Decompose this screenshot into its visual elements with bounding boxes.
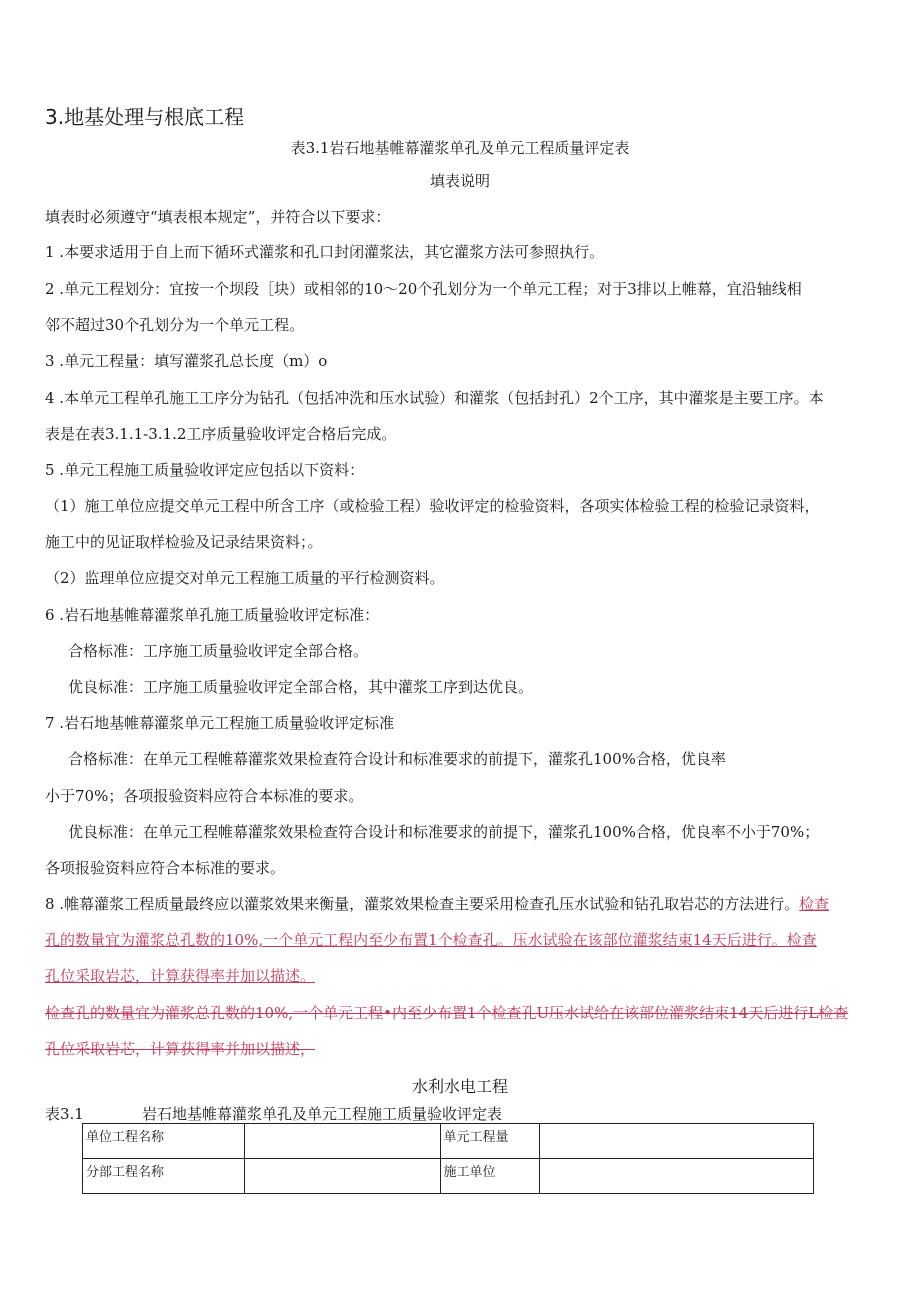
item-5-1-line1: （1）施工单位应提交单元工程中所含工序（或检验工程）验收评定的检验资料，各项实体检验工程的检验记录资料， bbox=[45, 497, 820, 515]
item-8-line1 bbox=[45, 893, 829, 914]
deleted-text-line2: 孔位采取岩芯，计算获得率并加以描述， bbox=[45, 1040, 316, 1058]
table-row bbox=[83, 1124, 814, 1159]
evaluation-form-table bbox=[82, 1123, 814, 1194]
label-unit-project-name: 单位工程名称 bbox=[83, 1124, 245, 1159]
form-table-name: 岩石地基帷幕灌浆单孔及单元工程施工质量验收评定表 bbox=[142, 1105, 503, 1123]
item-7-excellent-line1: 优良标准：在单元工程帷幕灌浆效果检查符合设计和标准要求的前提下，灌浆孔100%合格，优良率不小于70%； bbox=[68, 823, 820, 841]
item-2-line1: 2 .单元工程划分：宜按一个坝段［块）或相邻的10～20个孔划分为一个单元工程；对于3排以上帷幕，宜沿轴线相 bbox=[45, 280, 802, 298]
intro-text: 填表时必须遵守“填表根本规定”，并符合以下要求： bbox=[45, 208, 391, 226]
table-row bbox=[83, 1159, 814, 1194]
item-5-2: （2）监理单位应提交对单元工程施工质量的平行检测资料。 bbox=[45, 569, 445, 587]
deleted-text-line1: 检查孔的数量宜为灌浆总孔数的10%,一个单元工程•内至少布置1个检查孔U压水试给在该部位灌浆结束14天后进行L检查 bbox=[45, 1004, 849, 1022]
construction-unit-field[interactable] bbox=[540, 1159, 814, 1194]
item-7-pass-line2: 小于70%；各项报验资料应符合本标准的要求。 bbox=[45, 787, 364, 805]
item-5-1-line2: 施工中的见证取样检验及记录结果资料；。 bbox=[45, 533, 323, 551]
label-sub-project-name: 分部工程名称 bbox=[83, 1159, 245, 1194]
subtitle: 填表说明 bbox=[429, 172, 490, 190]
item-6: 6 .岩石地基帷幕灌浆单孔施工质量验收评定标准： bbox=[45, 606, 380, 624]
item-5: 5 .单元工程施工质量验收评定应包括以下资料： bbox=[45, 461, 365, 479]
unit-quantity-field[interactable] bbox=[540, 1124, 814, 1159]
label-construction-unit: 施工单位 bbox=[440, 1159, 540, 1194]
sub-project-name-field[interactable] bbox=[244, 1159, 440, 1194]
inserted-text-line3: 孔位采取岩芯，计算获得率并加以描述。 bbox=[45, 967, 316, 985]
table-title: 表3.1岩石地基帷幕灌浆单孔及单元工程质量评定表 bbox=[290, 139, 630, 157]
item-3: 3 .单元工程量：填写灌浆孔总长度（m）o bbox=[45, 352, 328, 370]
item-7: 7 .岩石地基帷幕灌浆单元工程施工质量验收评定标准 bbox=[45, 714, 395, 732]
unit-project-name-field[interactable] bbox=[244, 1124, 440, 1159]
footer-title: 水利水电工程 bbox=[411, 1077, 508, 1096]
item-7-pass-line1: 合格标准：在单元工程帷幕灌浆效果检查符合设计和标准要求的前提下，灌浆孔100%合格，优良率 bbox=[68, 750, 726, 768]
item-8-text: 8 .帷幕灌浆工程质量最终应以灌浆效果来衡量，灌浆效果检查主要采用检查孔压水试验和钻孔取岩芯的方法进行。 bbox=[45, 895, 800, 913]
form-table-number: 表3.1 bbox=[45, 1105, 84, 1123]
item-2-line2: 邻不超过30个孔划分为一个单元工程。 bbox=[45, 316, 305, 334]
label-unit-quantity: 单元工程量 bbox=[440, 1124, 540, 1159]
item-4-line2: 表是在表3.1.1-3.1.2工序质量验收评定合格后完成。 bbox=[45, 425, 397, 443]
item-1: 1 .本要求适用于自上而下循环式灌浆和孔口封闭灌浆法，其它灌浆方法可参照执行。 bbox=[45, 243, 605, 261]
inserted-text: 检查 bbox=[799, 895, 830, 913]
item-7-excellent-line2: 各项报验资料应符合本标准的要求。 bbox=[45, 859, 286, 877]
item-6-pass: 合格标准：工序施工质量验收评定全部合格。 bbox=[68, 642, 369, 660]
inserted-text-line2: 孔的数量宜为灌浆总孔数的10%,一个单元工程内至少布置1个检查孔。压水试验在该部位灌浆结束14天后进行。检查 bbox=[45, 931, 817, 949]
item-4-line1: 4 .本单元工程单孔施工工序分为钻孔（包括冲洗和压水试验）和灌浆（包括封孔）2个工序，其中灌浆是主要工序。本 bbox=[45, 389, 824, 407]
item-6-excellent: 优良标准：工序施工质量验收评定全部合格，其中灌浆工序到达优良。 bbox=[68, 678, 534, 696]
section-title: 3.地基处理与根底工程 bbox=[45, 105, 245, 129]
